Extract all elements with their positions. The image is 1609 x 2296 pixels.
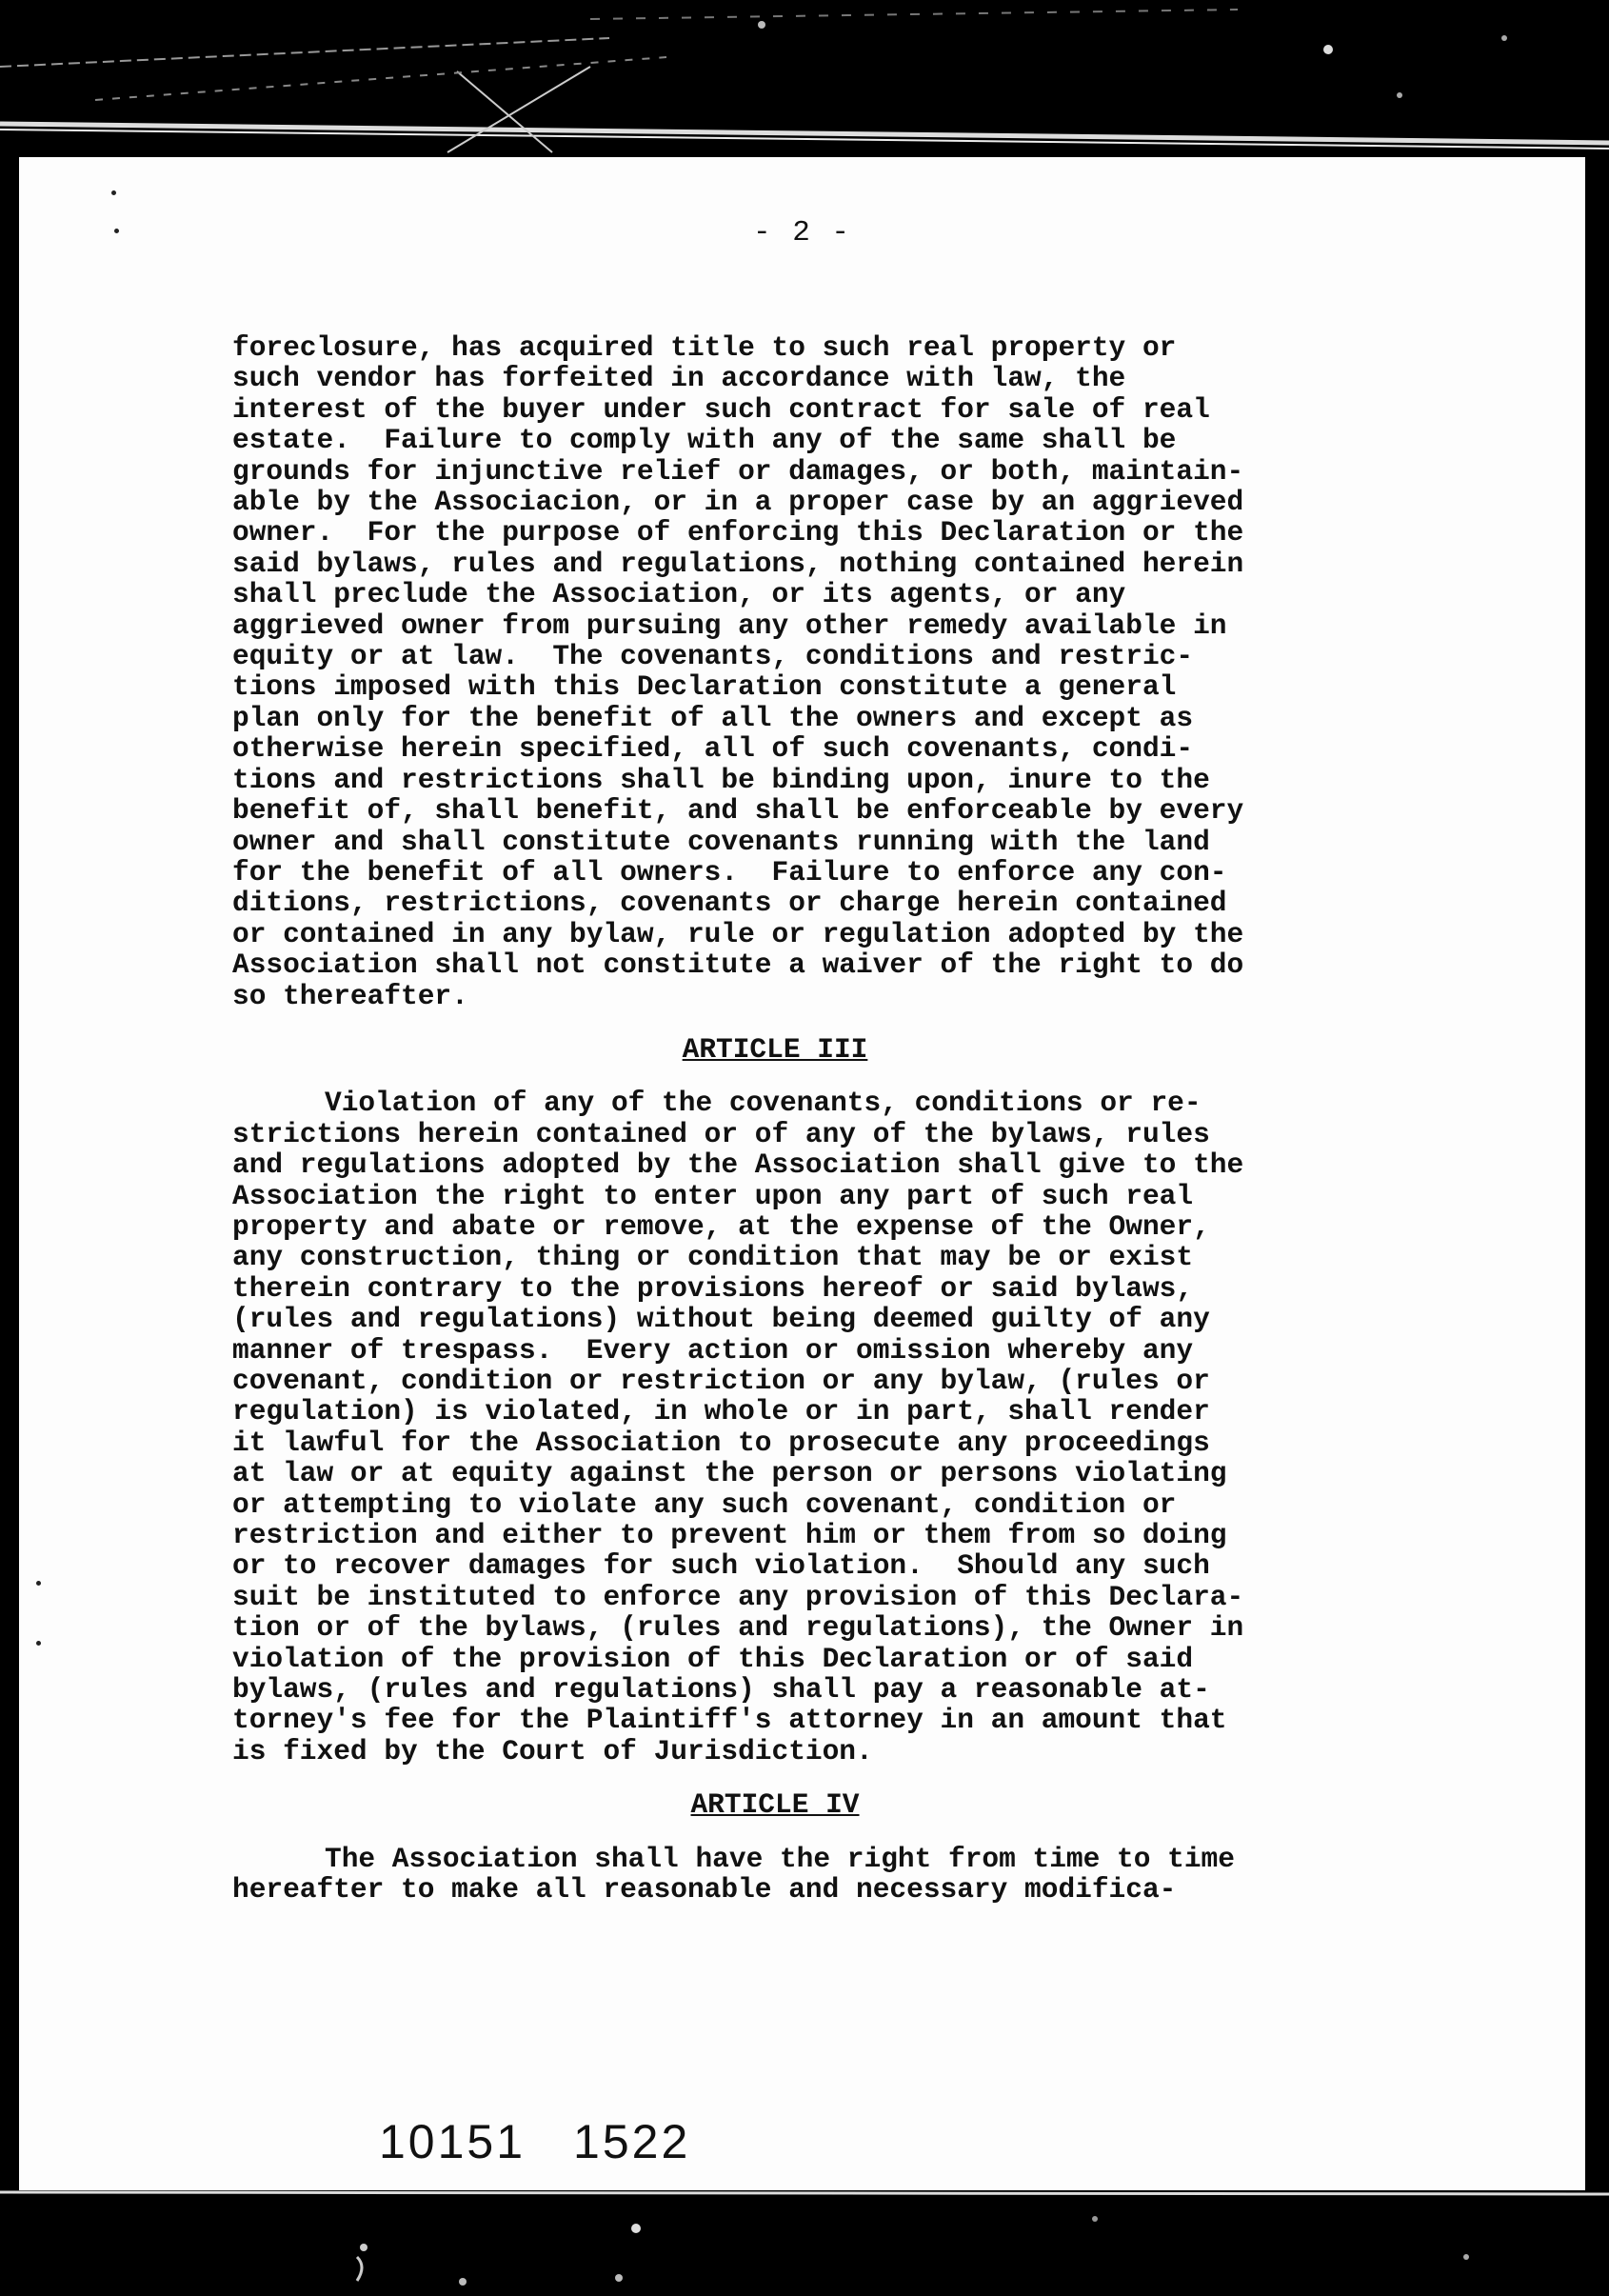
text-line: property and abate or remove, at the expense of the Owner, (232, 1209, 1210, 1243)
scan-noise-bottom (0, 2190, 1609, 2296)
text-line: Violation of any of the covenants, conditions or re- (325, 1087, 1202, 1120)
text-line: restriction and either to prevent him or them from so doing (232, 1519, 1227, 1552)
text-line: Association shall not constitute a waiver of the right to do (232, 948, 1244, 982)
page-reference: 1522 (573, 2115, 691, 2168)
text-line: grounds for injunctive relief or damages, or both, maintain- (232, 454, 1244, 488)
book-number: 10151 (379, 2115, 526, 2168)
scan-speck (36, 1581, 41, 1586)
text-line: owner and shall constitute covenants running with the land (232, 825, 1210, 858)
scan-border-bottom (0, 2190, 1609, 2296)
text-line: or contained in any bylaw, rule or regulation adopted by the (232, 917, 1244, 950)
text-line: plan only for the benefit of all the owners and except as (232, 701, 1194, 734)
text-line: suit be instituted to enforce any provision of this Declara- (232, 1580, 1244, 1613)
text-line: any construction, thing or condition that may be or exist (232, 1241, 1194, 1274)
text-line: torney's fee for the Plaintiff's attorney in an amount that (232, 1704, 1227, 1737)
paragraph-modification (232, 1844, 1394, 1906)
text-line: regulation) is violated, in whole or in part, shall render (232, 1395, 1210, 1428)
paragraph-enforcement (232, 332, 1394, 1011)
text-line: The Association shall have the right from time to time (325, 1842, 1235, 1875)
text-line: tion or of the bylaws, (rules and regulations), the Owner in (232, 1611, 1244, 1645)
document-page (19, 157, 1585, 2190)
text-line: at law or at equity against the person or persons violating (232, 1457, 1227, 1490)
text-line: able by the Associacion, or in a proper case by an aggrieved (232, 486, 1244, 519)
scan-speck (114, 229, 119, 233)
text-line: bylaws, (rules and regulations) shall pay a reasonable at- (232, 1673, 1210, 1707)
text-line: strictions herein contained or of any of the bylaws, rules (232, 1117, 1210, 1150)
text-line: manner of trespass. Every action or omission whereby any (232, 1333, 1194, 1367)
text-line: violation of the provision of this Declaration or of said (232, 1642, 1194, 1675)
text-line: so thereafter. (232, 979, 468, 1012)
scan-noise-top (0, 0, 1609, 157)
text-line: hereafter to make all reasonable and necessary modifica- (232, 1873, 1177, 1907)
text-line: estate. Failure to comply with any of the same shall be (232, 424, 1177, 457)
text-line: tions imposed with this Declaration constitute a general (232, 670, 1177, 704)
text-line: is fixed by the Court of Jurisdiction. (232, 1734, 873, 1767)
recording-reference (379, 2114, 738, 2169)
text-line: ditions, restrictions, covenants or charge herein contained (232, 887, 1227, 920)
text-line: tions and restrictions shall be binding upon, inure to the (232, 763, 1210, 796)
text-line: or attempting to violate any such covenant, condition or (232, 1487, 1177, 1521)
text-line: Association the right to enter upon any part of such real (232, 1179, 1194, 1212)
paragraph-violation (232, 1088, 1394, 1767)
text-line: and regulations adopted by the Association shall give to the (232, 1148, 1244, 1182)
document-body (232, 332, 1394, 1906)
text-line: (rules and regulations) without being deemed guilty of any (232, 1303, 1210, 1336)
page-number: - 2 - (752, 216, 851, 250)
text-line: interest of the buyer under such contract for sale of real (232, 392, 1210, 426)
text-line: for the benefit of all owners. Failure to enforce any con- (232, 855, 1227, 888)
text-line: owner. For the purpose of enforcing this Declaration or the (232, 516, 1244, 549)
text-line: otherwise herein specified, all of such covenants, condi- (232, 732, 1194, 766)
text-line: benefit of, shall benefit, and shall be enforceable by every (232, 794, 1244, 828)
scan-border-top (0, 0, 1609, 157)
article-iv-heading: ARTICLE IV (690, 1788, 860, 1822)
text-line: it lawful for the Association to prosecute any proceedings (232, 1426, 1210, 1459)
scan-speck (36, 1641, 41, 1646)
text-line: foreclosure, has acquired title to such real property or (232, 331, 1177, 364)
text-line: equity or at law. The covenants, conditions and restric- (232, 640, 1194, 673)
article-iii-heading: ARTICLE III (682, 1032, 868, 1066)
text-line: or to recover damages for such violation. Should any such (232, 1549, 1210, 1583)
text-line: covenant, condition or restriction or any bylaw, (rules or (232, 1365, 1210, 1397)
text-line: such vendor has forfeited in accordance with law, the (232, 362, 1126, 395)
text-line: therein contrary to the provisions hereof or said bylaws, (232, 1271, 1194, 1305)
scan-speck (111, 190, 116, 195)
text-line: said bylaws, rules and regulations, nothing contained herein (232, 547, 1244, 580)
text-line: shall preclude the Association, or its agents, or any (232, 578, 1126, 611)
text-line: aggrieved owner from pursuing any other remedy available in (232, 609, 1227, 642)
